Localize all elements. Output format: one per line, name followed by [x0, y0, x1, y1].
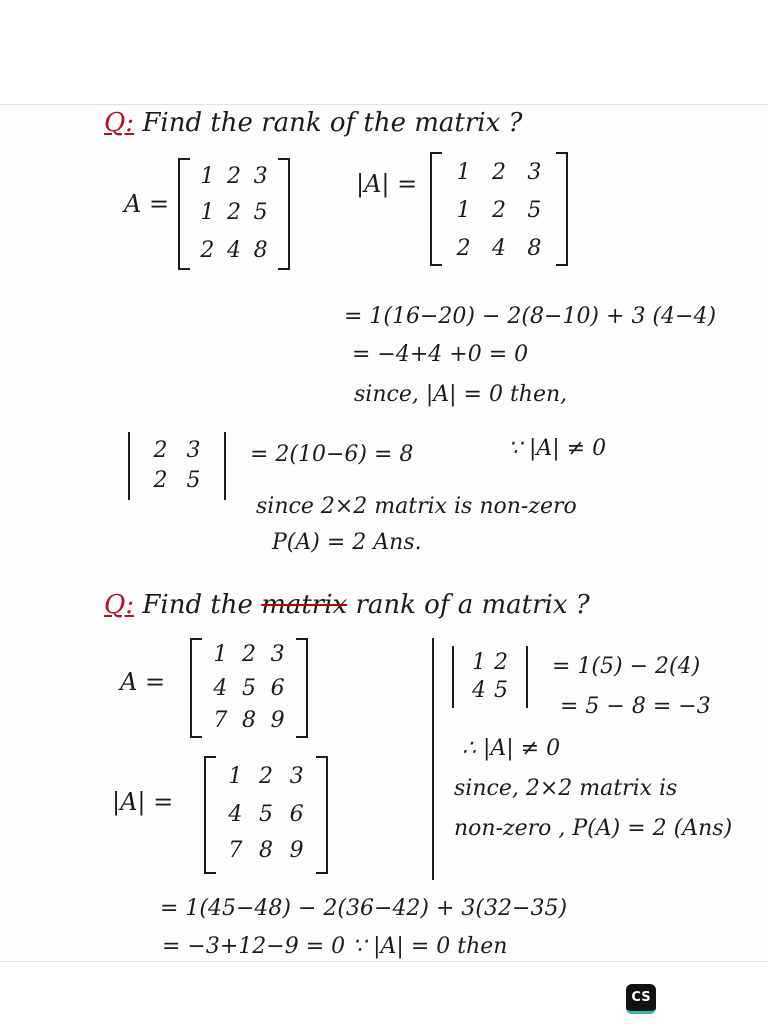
- q1-text: Find the rank of the matrix ?: [142, 108, 523, 138]
- matrix-row: [452, 678, 528, 703]
- matrix-cell: 3: [186, 438, 201, 463]
- q1-minor: [128, 432, 226, 500]
- matrix-cell: 2: [226, 164, 241, 189]
- matrix-cell: 4: [226, 238, 241, 263]
- matrix-row: [128, 438, 226, 463]
- matrix-cell: 2: [494, 650, 508, 675]
- matrix-cell: 2: [491, 160, 506, 185]
- matrix-row: [430, 236, 568, 261]
- matrix-cell: 2: [200, 238, 215, 263]
- matrix-cell: 8: [253, 238, 268, 263]
- matrix-cell: 1: [200, 164, 215, 189]
- q2-minor: [452, 646, 528, 708]
- matrix-row: [190, 676, 308, 701]
- q1-conclusion-line: since, |A| = 0 then,: [354, 382, 568, 407]
- matrix-row: [178, 238, 290, 263]
- matrix-cell: 5: [527, 198, 542, 223]
- q1-a-label: A =: [124, 190, 170, 218]
- matrix-cell: 4: [228, 802, 243, 827]
- matrix-cell: 4: [213, 676, 228, 701]
- q1-heading: [104, 108, 523, 138]
- matrix-row: [190, 708, 308, 733]
- matrix-cell: 2: [456, 236, 471, 261]
- matrix-row: [452, 650, 528, 675]
- matrix-row: [204, 838, 328, 863]
- matrix-cell: 8: [258, 838, 273, 863]
- q1-minor-note: ∵ |A| ≠ 0: [508, 436, 607, 461]
- q1-det-label: |A| =: [356, 170, 418, 198]
- q1-minor-equation: = 2(10−6) = 8: [250, 442, 414, 467]
- matrix-cell: 7: [228, 838, 243, 863]
- q2-struck-word: matrix: [261, 590, 348, 620]
- matrix-cell: 1: [228, 764, 243, 789]
- q2-minor-equation-2: = 5 − 8 = −3: [560, 694, 711, 719]
- matrix-row: [204, 764, 328, 789]
- q1-since-line: since 2×2 matrix is non-zero: [256, 494, 577, 519]
- q1-sum-line: = −4+4 +0 = 0: [352, 342, 529, 367]
- matrix-cell: 4: [491, 236, 506, 261]
- q2-sum-line: = −3+12−9 = 0 ∵ |A| = 0 then: [162, 934, 508, 959]
- q2-text-after: rank of a matrix ?: [355, 590, 590, 620]
- matrix-cell: 1: [472, 650, 486, 675]
- matrix-cell: 8: [241, 708, 256, 733]
- q1-expansion-line: = 1(16−20) − 2(8−10) + 3 (4−4): [344, 304, 717, 329]
- matrix-cell: 3: [289, 764, 304, 789]
- q2-matrix-a: [190, 638, 308, 738]
- matrix-cell: 7: [213, 708, 228, 733]
- matrix-cell: 9: [270, 708, 285, 733]
- matrix-row: [128, 468, 226, 493]
- q2-expansion-line: = 1(45−48) − 2(36−42) + 3(32−35): [160, 896, 568, 921]
- matrix-cell: 8: [527, 236, 542, 261]
- matrix-cell: 5: [241, 676, 256, 701]
- matrix-row: [190, 642, 308, 667]
- q2-since-line-1: since, 2×2 matrix is: [454, 776, 678, 801]
- q2-minor-equation-1: = 1(5) − 2(4): [552, 654, 701, 679]
- q2-a-label: A =: [120, 668, 166, 696]
- matrix-cell: 5: [258, 802, 273, 827]
- matrix-cell: 2: [241, 642, 256, 667]
- matrix-cell: 6: [270, 676, 285, 701]
- camscanner-logo: CS: [626, 984, 656, 1014]
- matrix-cell: 3: [270, 642, 285, 667]
- matrix-cell: 3: [527, 160, 542, 185]
- matrix-cell: 1: [456, 160, 471, 185]
- matrix-cell: 2: [153, 438, 168, 463]
- matrix-row: [430, 198, 568, 223]
- q2-since-line-2: non-zero , P(A) = 2 (Ans): [454, 816, 733, 841]
- matrix-cell: 2: [258, 764, 273, 789]
- q2-matrix-det: [204, 756, 328, 874]
- matrix-cell: 2: [153, 468, 168, 493]
- matrix-row: [204, 802, 328, 827]
- matrix-row: [178, 200, 290, 225]
- matrix-cell: 5: [186, 468, 201, 493]
- q2-text-before: Find the: [142, 590, 253, 620]
- matrix-row: [178, 164, 290, 189]
- matrix-cell: 1: [456, 198, 471, 223]
- matrix-cell: 5: [494, 678, 508, 703]
- q1-matrix-det: [430, 152, 568, 266]
- q1-rank-line: P(A) = 2 Ans.: [272, 530, 422, 555]
- q2-label: Q:: [104, 590, 135, 620]
- matrix-cell: 2: [491, 198, 506, 223]
- matrix-cell: 1: [200, 200, 215, 225]
- matrix-cell: 5: [253, 200, 268, 225]
- matrix-cell: 2: [226, 200, 241, 225]
- matrix-cell: 3: [253, 164, 268, 189]
- q1-label: Q:: [104, 108, 135, 138]
- q2-heading: [104, 590, 590, 620]
- matrix-row: [430, 160, 568, 185]
- q2-det-label: |A| =: [112, 788, 174, 816]
- matrix-cell: 9: [289, 838, 304, 863]
- matrix-cell: 4: [472, 678, 486, 703]
- q1-matrix-a: [178, 158, 290, 270]
- q2-not-zero-line: ∴ |A| ≠ 0: [462, 736, 561, 761]
- column-divider: [432, 638, 434, 880]
- matrix-cell: 6: [289, 802, 304, 827]
- matrix-cell: 1: [213, 642, 228, 667]
